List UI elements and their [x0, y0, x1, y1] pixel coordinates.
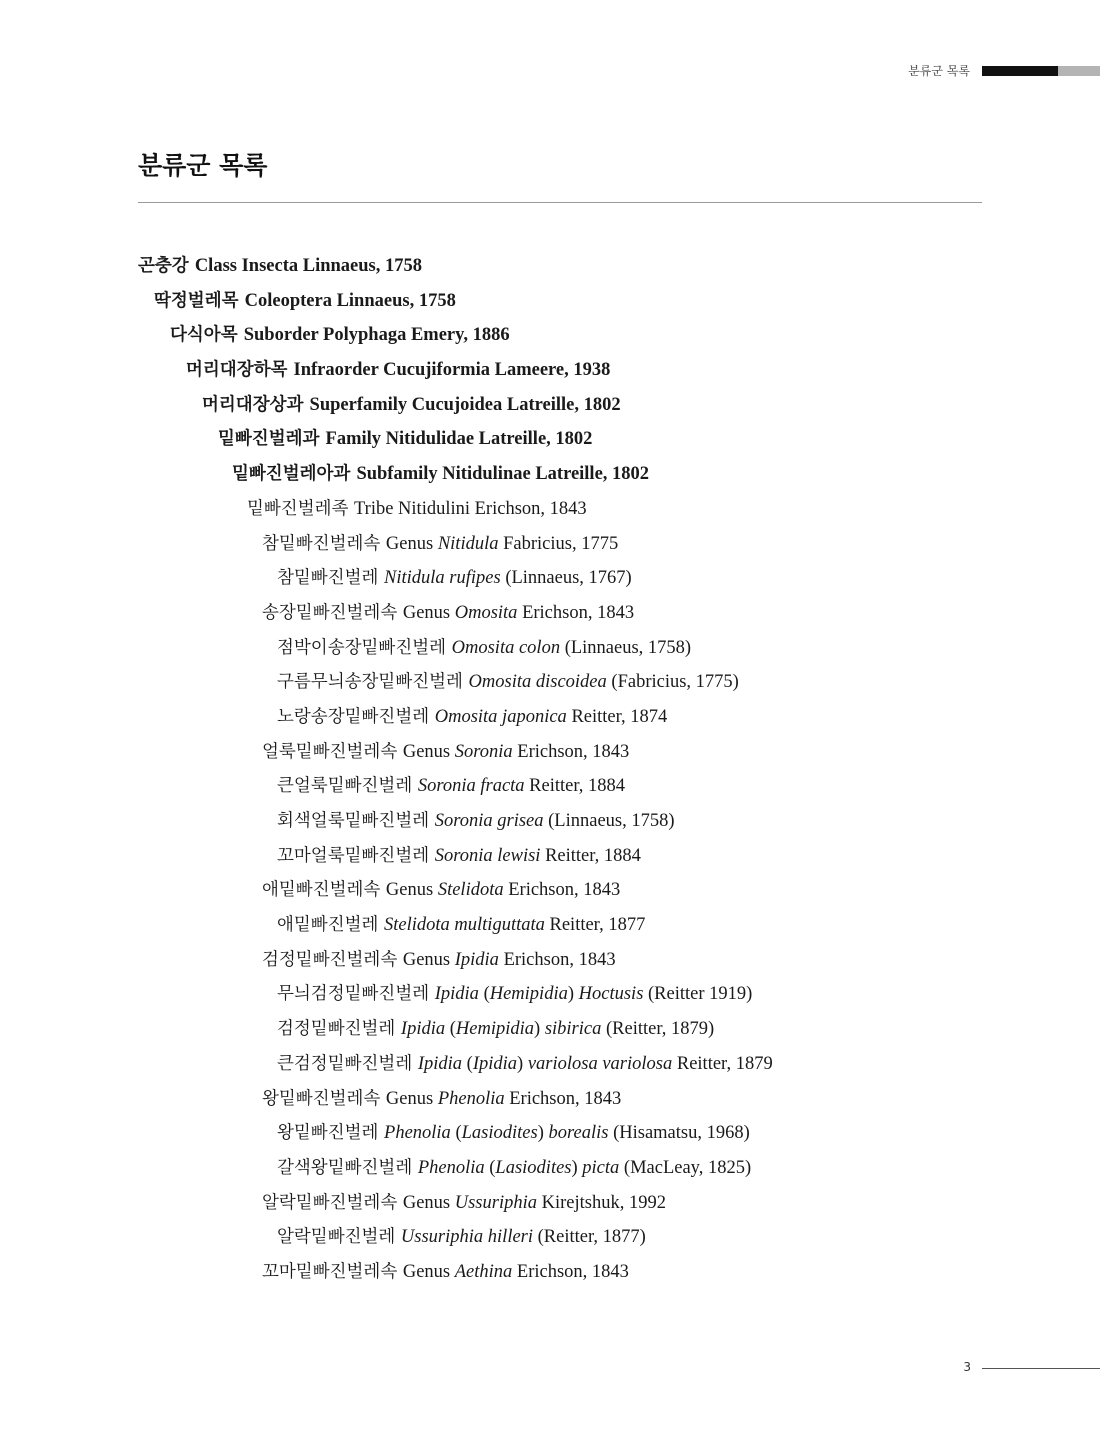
taxon-korean-name: 갈색왕밑빠진벌레: [277, 1157, 413, 1178]
name-part: Erichson, 1843: [517, 602, 635, 623]
taxon-row: [0, 457, 1100, 492]
italic-name-part: picta: [582, 1157, 620, 1178]
taxon-korean-name: 얼룩밑빠진벌레속: [262, 741, 398, 762]
taxon-row: [0, 1220, 1100, 1255]
italic-name-part: Soronia fracta: [417, 776, 525, 797]
taxon-korean-name: 송장밑빠진벌레속: [262, 602, 398, 623]
name-part: Superfamily Cucujoidea Latreille, 1802: [309, 394, 621, 415]
taxon-korean-name: 꼬마얼룩밑빠진벌레: [277, 845, 430, 866]
taxon-row: [0, 1047, 1100, 1082]
italic-name-part: Hemipidia: [455, 1019, 535, 1040]
name-part: ): [571, 1157, 583, 1178]
name-part: Genus: [385, 533, 438, 554]
taxon-scientific-name: [384, 568, 632, 588]
name-part: Fabricius, 1775: [498, 533, 619, 554]
italic-name-part: Phenolia: [384, 1123, 451, 1144]
name-part: (Fabricius, 1775): [606, 672, 739, 693]
italic-name-part: Ipidia: [400, 1019, 446, 1040]
taxon-scientific-name: [418, 1158, 751, 1178]
italic-name-part: sibirica: [544, 1019, 602, 1040]
page-title: 분류군 목록: [138, 151, 268, 180]
header-bar-light: [1058, 66, 1100, 76]
name-part: (Linnaeus, 1767): [500, 568, 632, 589]
name-part: (Reitter, 1877): [533, 1227, 646, 1248]
italic-name-part: Phenolia: [417, 1157, 485, 1178]
taxon-korean-name: 점박이송장밑빠진벌레: [277, 637, 447, 658]
italic-name-part: Stelidota multiguttata: [384, 915, 545, 936]
taxon-scientific-name: [435, 811, 675, 831]
italic-name-part: Aethina: [454, 1261, 513, 1282]
taxon-korean-name: 꼬마밑빠진벌레속: [262, 1261, 398, 1282]
name-part: Family Nitidulidae Latreille, 1802: [325, 429, 593, 450]
taxon-korean-name: 밑빠진벌레아과: [232, 464, 351, 485]
taxon-scientific-name: [386, 880, 620, 900]
italic-name-part: Lasiodites: [495, 1157, 572, 1178]
taxon-list: [0, 249, 1100, 1290]
taxon-scientific-name: [384, 1123, 750, 1143]
taxon-scientific-name: [354, 499, 587, 519]
taxon-scientific-name: [403, 1262, 629, 1282]
italic-name-part: Ussuriphia: [454, 1192, 537, 1213]
running-header-label: 분류군 목록: [908, 64, 970, 78]
name-part: (Hisamatsu, 1968): [608, 1123, 750, 1144]
name-part: (MacLeay, 1825): [619, 1157, 752, 1178]
taxon-row: [0, 1012, 1100, 1047]
name-part: ): [537, 1123, 549, 1144]
taxon-scientific-name: [435, 846, 641, 866]
taxon-scientific-name: [469, 672, 739, 692]
taxon-scientific-name: [294, 360, 611, 380]
taxon-row: [0, 1255, 1100, 1290]
name-part: (: [484, 1157, 496, 1178]
taxon-korean-name: 회색얼룩밑빠진벌레: [277, 811, 430, 831]
italic-name-part: variolosa variolosa: [527, 1053, 673, 1074]
taxon-row: [0, 908, 1100, 943]
italic-name-part: Hemipidia: [489, 984, 568, 1005]
name-part: Tribe Nitidulini Erichson, 1843: [354, 498, 587, 519]
taxon-korean-name: 왕밑빠진벌레속: [262, 1088, 381, 1109]
name-part: (Linnaeus, 1758): [560, 637, 692, 658]
taxon-korean-name: 검정밑빠진벌레속: [262, 949, 398, 970]
header-bar-dark: [982, 66, 1058, 76]
taxon-scientific-name: [403, 742, 629, 762]
italic-name-part: Nitidula: [437, 533, 499, 554]
taxon-row: [0, 249, 1100, 284]
italic-name-part: Ipidia: [472, 1053, 518, 1074]
italic-name-part: Ipidia: [434, 984, 479, 1005]
name-part: Reitter, 1874: [566, 706, 668, 727]
name-part: (Reitter, 1879): [601, 1019, 715, 1040]
taxon-row: [0, 422, 1100, 457]
taxon-scientific-name: [326, 429, 593, 449]
name-part: Genus: [402, 602, 455, 623]
taxon-korean-name: 검정밑빠진벌레: [277, 1019, 396, 1040]
name-part: Genus: [402, 1192, 455, 1213]
taxon-korean-name: 참밑빠진벌레: [277, 568, 379, 589]
taxon-korean-name: 딱정벌레목: [154, 290, 239, 311]
italic-name-part: Soronia grisea: [434, 811, 544, 831]
taxon-row: [0, 596, 1100, 631]
italic-name-part: Hoctusis: [578, 984, 644, 1005]
taxon-row: [0, 839, 1100, 874]
title-divider: [138, 202, 982, 203]
taxon-korean-name: 무늬검정밑빠진벌레: [277, 984, 430, 1005]
name-part: Class Insecta Linnaeus, 1758: [194, 256, 422, 276]
taxon-korean-name: 참밑빠진벌레속: [262, 533, 381, 554]
taxon-korean-name: 왕밑빠진벌레: [277, 1123, 379, 1144]
taxon-row: [0, 1186, 1100, 1221]
footer-rule: [982, 1368, 1100, 1369]
name-part: (Linnaeus, 1758): [543, 811, 675, 831]
name-part: Genus: [402, 949, 455, 970]
name-part: Genus: [385, 1088, 438, 1109]
taxon-korean-name: 큰검정밑빠진벌레: [277, 1053, 413, 1074]
italic-name-part: Ipidia: [417, 1053, 463, 1074]
name-part: Reitter, 1879: [672, 1053, 773, 1074]
taxon-korean-name: 머리대장하목: [186, 360, 288, 381]
taxon-scientific-name: [403, 603, 634, 623]
italic-name-part: Ussuriphia hilleri: [400, 1227, 534, 1248]
name-part: Genus: [402, 1261, 455, 1282]
taxon-row: [0, 1151, 1100, 1186]
taxon-korean-name: 알락밑빠진벌레: [277, 1227, 396, 1248]
taxon-scientific-name: [418, 776, 625, 796]
name-part: Erichson, 1843: [504, 1088, 622, 1109]
italic-name-part: Phenolia: [437, 1088, 505, 1109]
name-part: (: [462, 1053, 473, 1074]
name-part: Genus: [385, 880, 438, 901]
name-part: Infraorder Cucujiformia Lameere, 1938: [293, 360, 611, 381]
taxon-row: [0, 561, 1100, 596]
taxon-korean-name: 노랑송장밑빠진벌레: [277, 706, 430, 727]
taxon-korean-name: 곤충강: [138, 256, 189, 276]
taxon-row: [0, 769, 1100, 804]
taxon-row: [0, 353, 1100, 388]
italic-name-part: Soronia: [454, 741, 513, 762]
taxon-scientific-name: [452, 638, 691, 658]
taxon-row: [0, 318, 1100, 353]
taxon-row: [0, 665, 1100, 700]
taxon-row: [0, 388, 1100, 423]
taxon-korean-name: 밑빠진벌레과: [218, 429, 320, 450]
taxon-row: [0, 527, 1100, 562]
taxon-korean-name: 다식아목: [170, 325, 238, 346]
taxon-scientific-name: [310, 395, 621, 415]
taxon-scientific-name: [245, 291, 456, 311]
taxon-korean-name: 애밑빠진벌레: [277, 915, 379, 936]
taxon-scientific-name: [401, 1019, 714, 1039]
italic-name-part: Omosita colon: [451, 637, 561, 658]
taxon-scientific-name: [195, 256, 422, 276]
taxon-row: [0, 804, 1100, 839]
taxon-row: [0, 977, 1100, 1012]
taxon-row: [0, 700, 1100, 735]
name-part: (: [450, 1123, 462, 1144]
taxon-scientific-name: [356, 464, 649, 484]
taxon-scientific-name: [403, 950, 616, 970]
name-part: Suborder Polyphaga Emery, 1886: [243, 325, 510, 346]
taxon-scientific-name: [244, 325, 510, 345]
italic-name-part: Omosita japonica: [434, 706, 567, 727]
taxon-row: [0, 284, 1100, 319]
page-number: 3: [963, 1360, 971, 1374]
taxon-korean-name: 큰얼룩밑빠진벌레: [277, 776, 413, 797]
italic-name-part: Soronia lewisi: [434, 845, 541, 866]
name-part: Erichson, 1843: [503, 880, 621, 901]
taxon-scientific-name: [418, 1054, 773, 1074]
name-part: Erichson, 1843: [498, 949, 616, 970]
italic-name-part: Lasiodites: [461, 1123, 538, 1144]
name-part: Coleoptera Linnaeus, 1758: [244, 290, 456, 311]
name-part: Genus: [402, 741, 455, 762]
name-part: Erichson, 1843: [512, 741, 630, 762]
taxon-scientific-name: [386, 534, 618, 554]
name-part: (: [445, 1019, 456, 1040]
taxon-scientific-name: [384, 915, 645, 935]
name-part: Subfamily Nitidulinae Latreille, 1802: [356, 464, 650, 485]
taxon-scientific-name: [386, 1089, 621, 1109]
italic-name-part: Ipidia: [454, 949, 499, 970]
taxon-row: [0, 631, 1100, 666]
taxon-row: [0, 492, 1100, 527]
taxon-scientific-name: [403, 1193, 666, 1213]
name-part: ): [567, 984, 579, 1005]
taxon-scientific-name: [435, 984, 753, 1004]
taxon-korean-name: 머리대장상과: [202, 394, 304, 415]
italic-name-part: Stelidota: [437, 880, 504, 901]
taxon-row: [0, 873, 1100, 908]
taxon-row: [0, 735, 1100, 770]
name-part: Reitter, 1884: [524, 776, 626, 797]
taxon-row: [0, 1116, 1100, 1151]
italic-name-part: Omosita: [454, 602, 518, 623]
italic-name-part: borealis: [548, 1123, 609, 1144]
name-part: Erichson, 1843: [512, 1261, 629, 1282]
name-part: Reitter, 1884: [540, 845, 641, 866]
taxon-korean-name: 애밑빠진벌레속: [262, 880, 381, 901]
taxon-scientific-name: [401, 1227, 646, 1247]
italic-name-part: Omosita discoidea: [468, 672, 607, 693]
name-part: ): [517, 1053, 528, 1074]
name-part: (Reitter 1919): [643, 984, 753, 1005]
italic-name-part: Nitidula rufipes: [384, 568, 501, 589]
taxon-korean-name: 알락밑빠진벌레속: [262, 1192, 398, 1213]
taxon-korean-name: 구름무늬송장밑빠진벌레: [277, 672, 463, 693]
taxon-scientific-name: [435, 707, 668, 727]
name-part: Kirejtshuk, 1992: [536, 1192, 666, 1213]
taxon-row: [0, 943, 1100, 978]
taxon-korean-name: 밑빠진벌레족: [247, 498, 349, 519]
name-part: Reitter, 1877: [544, 915, 646, 936]
name-part: ): [534, 1019, 545, 1040]
name-part: (: [478, 984, 490, 1005]
taxon-row: [0, 1082, 1100, 1117]
